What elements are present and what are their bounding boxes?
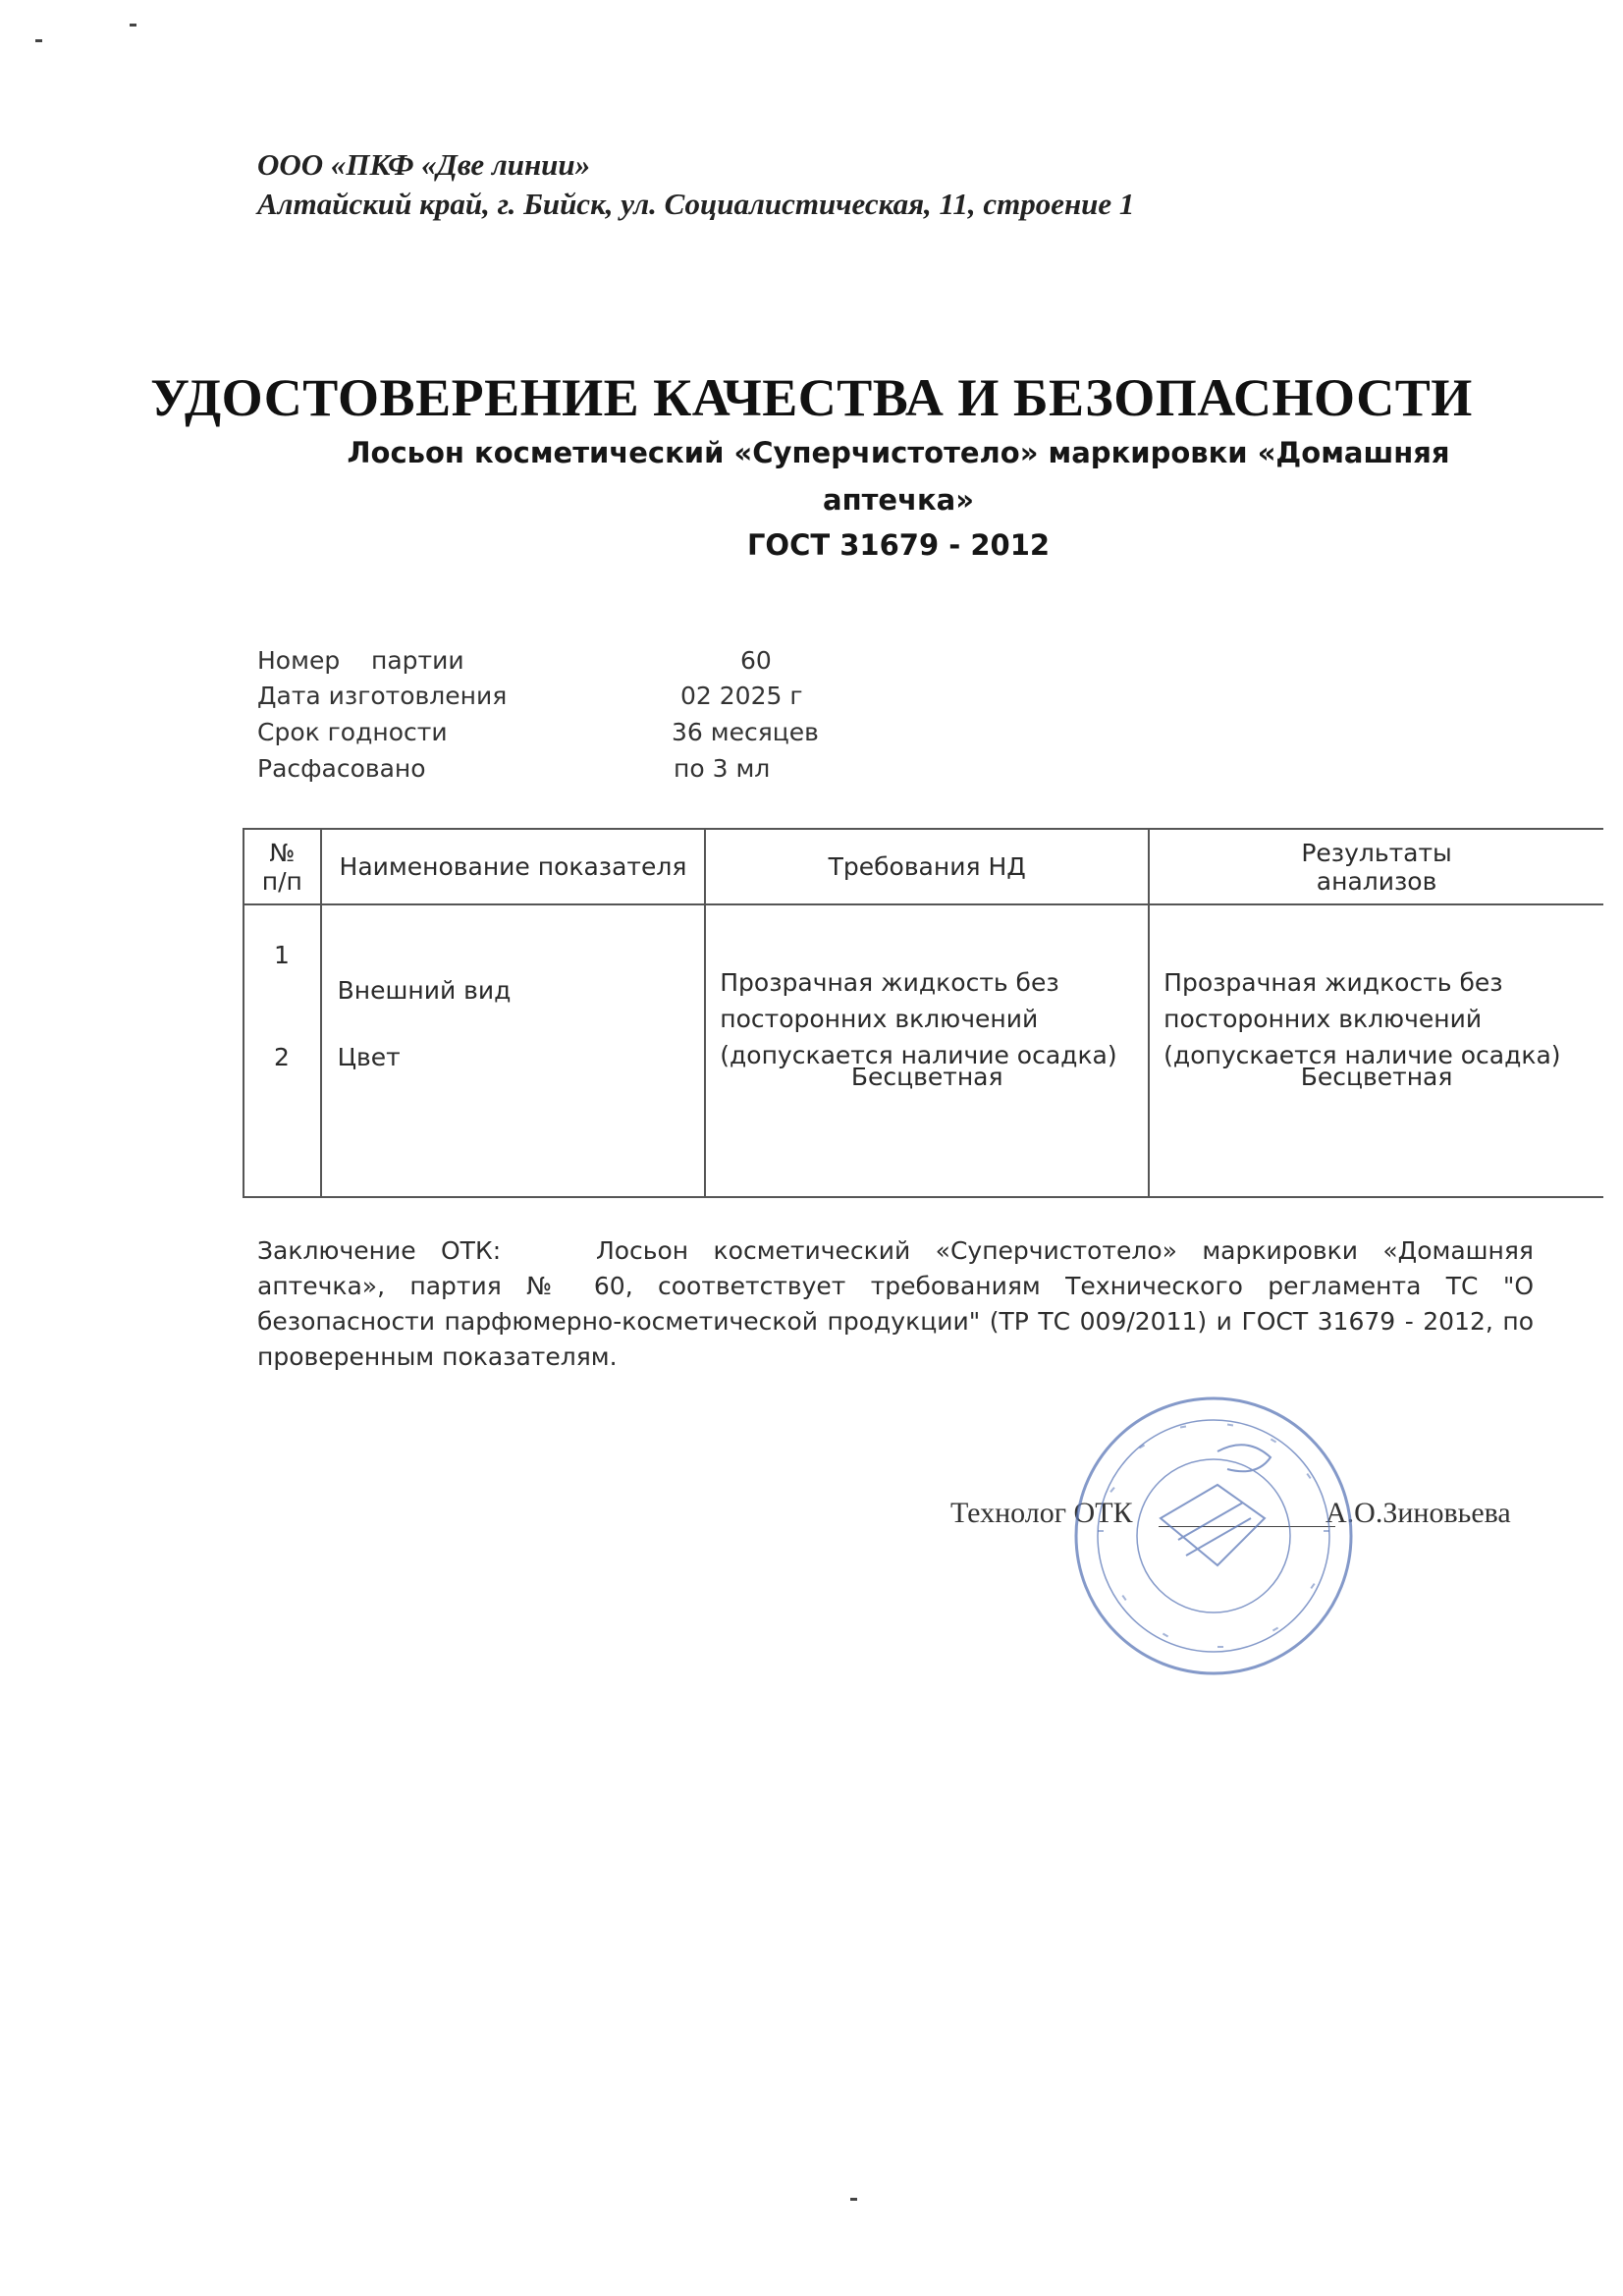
- conclusion: [257, 1233, 1534, 1375]
- conclusion-label: Заключение ОТК:: [257, 1236, 502, 1265]
- shelf-life-label: Срок годности: [257, 718, 448, 746]
- header-requirements: Требования НД: [705, 829, 1149, 904]
- manufacture-date-label: Дата изготовления: [257, 682, 508, 710]
- row-2-name: Цвет: [337, 1043, 401, 1071]
- header-number: [243, 829, 321, 904]
- company-address: Алтайский край, г. Бийск, ул. Социалистическая, 11, строение 1: [257, 187, 1135, 221]
- manufacture-date-value: 02 2025 г: [680, 682, 803, 710]
- scan-speck: [35, 39, 42, 42]
- batch-number-label: Номер партии: [257, 646, 464, 675]
- standard-code: ГОСТ 31679 - 2012: [746, 528, 1051, 562]
- row-names-cell: [321, 904, 706, 1197]
- table-header-row: [243, 829, 1603, 904]
- header-results: [1149, 829, 1603, 904]
- row-1-result-line2: посторонних включений: [1163, 1005, 1483, 1033]
- product-title-line2: аптечка»: [823, 483, 974, 517]
- results-table: [243, 828, 1603, 1198]
- row-1-result-line1: Прозрачная жидкость без: [1163, 968, 1503, 997]
- row-2-number: 2: [274, 1043, 290, 1071]
- row-2-requirement: Бесцветная: [850, 1063, 1003, 1091]
- packaging-label: Расфасовано: [257, 754, 426, 783]
- row-requirements-cell: [705, 904, 1149, 1197]
- row-numbers-cell: [243, 904, 321, 1197]
- row-1-requirement: [720, 964, 1116, 1073]
- row-1-requirement-line1: Прозрачная жидкость без: [720, 968, 1059, 997]
- row-results-cell: [1149, 904, 1603, 1197]
- header-results-line2: анализов: [1316, 867, 1437, 896]
- official-stamp: [1070, 1393, 1357, 1679]
- row-1-name: Внешний вид: [337, 976, 512, 1005]
- packaging-value: по 3 мл: [674, 754, 771, 783]
- row-1-requirement-line2: посторонних включений: [720, 1005, 1039, 1033]
- row-1-result-line3: (допускается наличие осадка): [1163, 1041, 1561, 1069]
- conclusion-text: Лосьон косметический «Суперчистотело» маркировки «Домашняя аптечка», партия № 60, соответствует требованиям Технического регламента ТС "О безопасности парфюмерно-косметической продукции" (ТР ТС 009/2011) и ГОСТ 31679 - 2012, по проверенным показателям.: [257, 1236, 1534, 1371]
- header-results-line1: Результаты: [1301, 839, 1452, 867]
- scan-speck: [130, 24, 136, 27]
- signatory-name: А.О.Зиновьева: [1325, 1497, 1511, 1529]
- row-1-number: 1: [274, 941, 290, 969]
- row-1-result: [1163, 964, 1560, 1073]
- table-row: [243, 904, 1603, 1197]
- signature-role: Технолог ОТК: [950, 1497, 1133, 1529]
- header-number-line1: №: [269, 838, 296, 867]
- row-1-requirement-line3: (допускается наличие осадка): [720, 1041, 1117, 1069]
- scan-speck: [850, 2198, 857, 2201]
- company-name: ООО «ПКФ «Две линии»: [257, 147, 591, 182]
- product-title-line1: Лосьон косметический «Суперчистотело» маркировки «Домашняя: [347, 436, 1450, 469]
- batch-number-value: 60: [740, 646, 772, 675]
- document-title: УДОСТОВЕРЕНИЕ КАЧЕСТВА И БЕЗОПАСНОСТИ: [150, 368, 1473, 427]
- row-2-result: Бесцветная: [1300, 1063, 1453, 1091]
- header-indicator: Наименование показателя: [321, 829, 706, 904]
- header-number-line2: п/п: [261, 866, 302, 896]
- shelf-life-value: 36 месяцев: [672, 718, 819, 746]
